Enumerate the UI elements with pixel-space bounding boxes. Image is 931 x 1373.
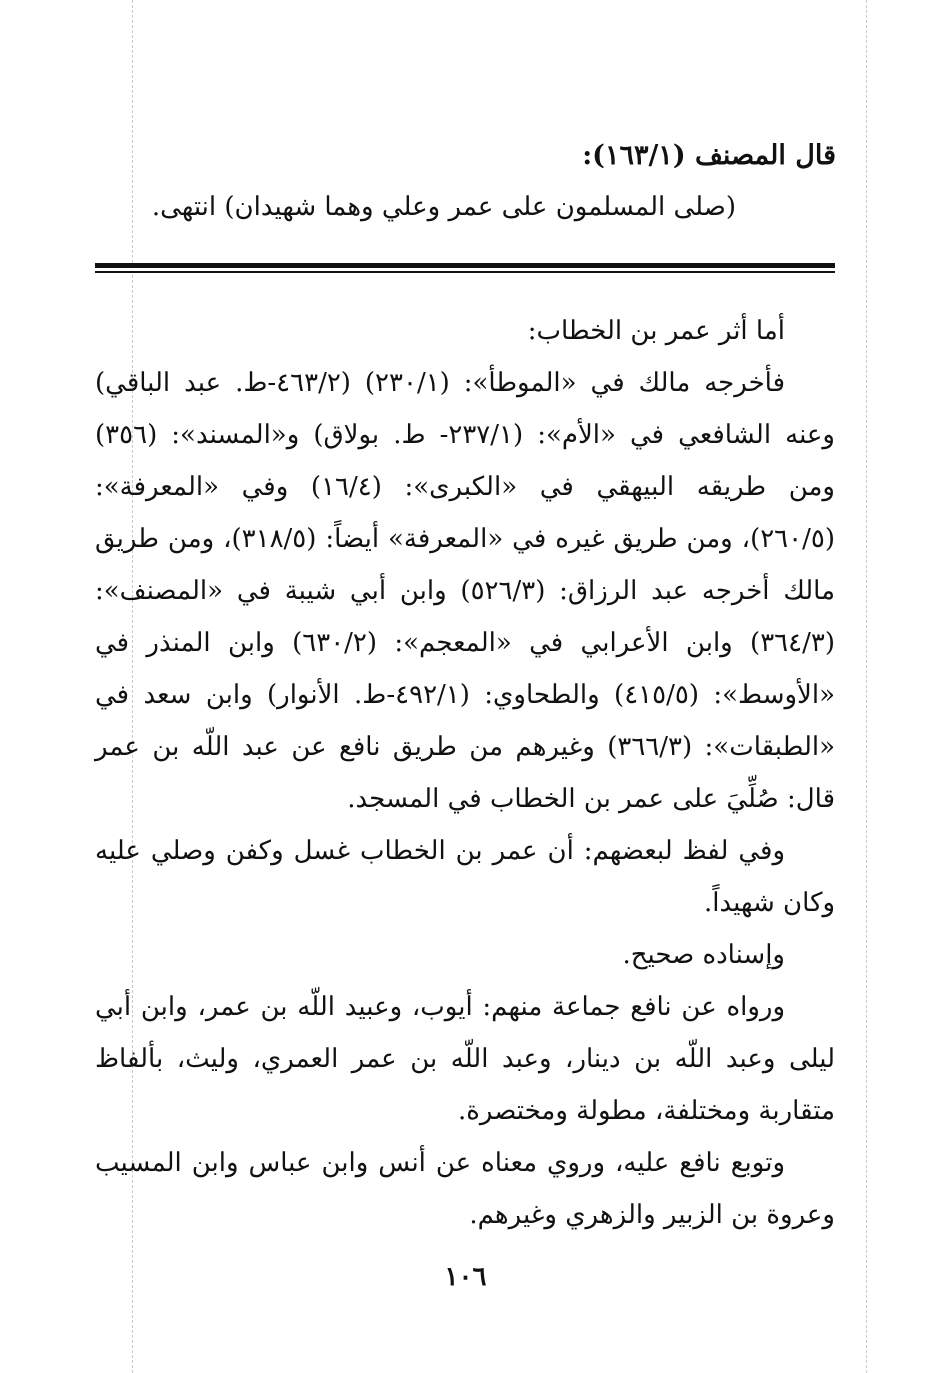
paragraph: ورواه عن نافع جماعة منهم: أيوب، وعبيد اللّه بن عمر، وابن أبي ليلى وعبد اللّه بن دينار، وعبد اللّه بن عمر العمري، وليث، بألفاظ متقاربة ومختلفة، مطولة ومختصرة. bbox=[95, 992, 835, 1126]
paragraph: وفي لفظ لبعضهم: أن عمر بن الخطاب غسل وكفن وصلي عليه وكان شهيداً. bbox=[95, 836, 835, 918]
paragraph: أما أثر عمر بن الخطاب: bbox=[527, 316, 785, 346]
divider-thick bbox=[95, 263, 835, 268]
quoted-text: (صلى المسلمون على عمر وعلي وهما شهيدان) انتهى. bbox=[151, 192, 736, 222]
section-heading: قال المصنف (١٦٣/١): bbox=[582, 140, 836, 171]
paragraph: وتوبع نافع عليه، وروي معناه عن أنس وابن عباس وابن المسيب وعروة بن الزبير والزهري وغيرهم. bbox=[95, 1148, 835, 1230]
body-text bbox=[95, 305, 835, 1241]
paragraph: فأخرجه مالك في «الموطأ»: (٢٣٠/١) (٤٦٣/٢-ط. عبد الباقي) وعنه الشافعي في «الأم»: (٢٣٧/١- ط. بولاق) و«المسند»: (٣٥٦) ومن طريقه البيهقي في «الكبرى»: (١٦/٤) وفي «المعرفة»: (٢٦٠/٥)، ومن طريق غيره في «المعرفة» أيضاً: (٣١٨/٥)، ومن طريق مالك أخرجه عبد الرزاق: (٥٢٦/٣) وابن أبي شيبة في «المصنف»: (٣٦٤/٣) وابن الأعرابي في «المعجم»: (٦٣٠/٢) وابن المنذر في «الأوسط»: (٤١٥/٥) والطحاوي: (٤٩٢/١-ط. الأنوار) وابن سعد في «الطبقات»: (٣٦٦/٣) وغيرهم من طريق نافع عن عبد اللّه بن عمر قال: صُلِّيَ على عمر بن الخطاب في المسجد. bbox=[95, 368, 836, 814]
scan-guide-line bbox=[866, 0, 867, 1373]
paragraph: وإسناده صحيح. bbox=[622, 940, 785, 970]
divider-thin bbox=[95, 271, 835, 273]
page-number: ١٠٦ bbox=[444, 1262, 487, 1292]
